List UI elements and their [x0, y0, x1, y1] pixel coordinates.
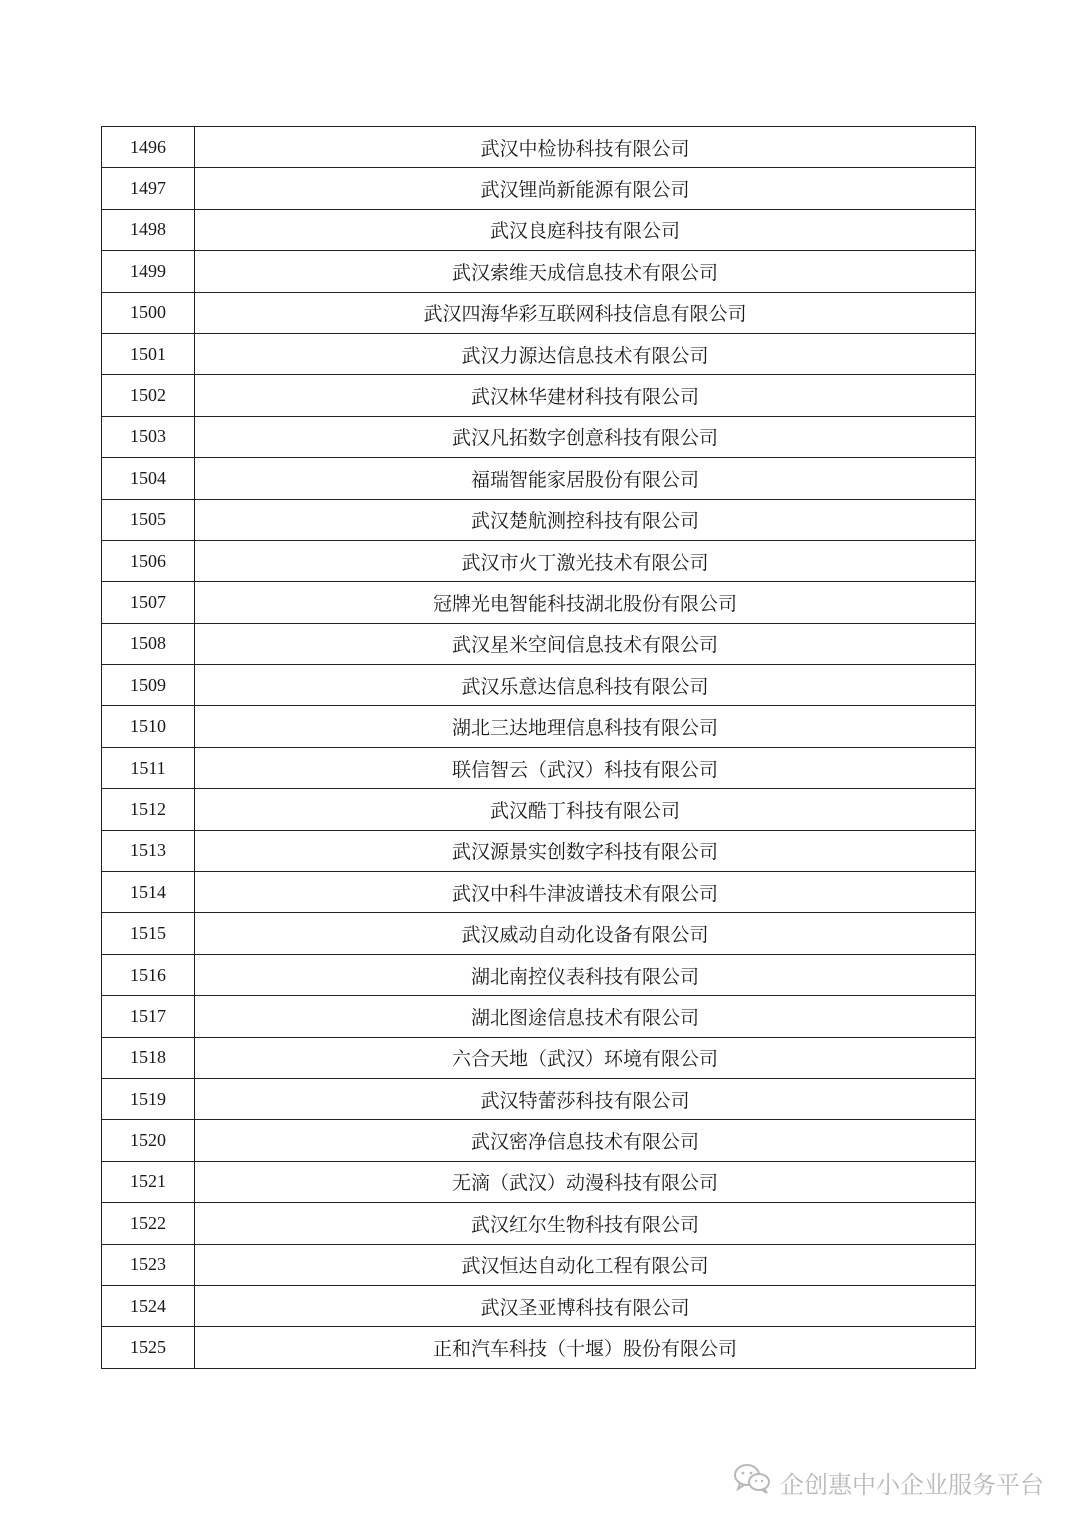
table-row	[102, 789, 976, 830]
row-number: 1498	[102, 209, 195, 250]
table-row	[102, 458, 976, 499]
table-row	[102, 830, 976, 871]
table-row	[102, 292, 976, 333]
table-row	[102, 582, 976, 623]
table-row	[102, 209, 976, 250]
table-row	[102, 251, 976, 292]
table-row	[102, 623, 976, 664]
row-number: 1522	[102, 1203, 195, 1244]
row-number: 1497	[102, 168, 195, 209]
row-number: 1500	[102, 292, 195, 333]
company-name: 湖北图途信息技术有限公司	[195, 996, 976, 1037]
company-name: 武汉密净信息技术有限公司	[195, 1120, 976, 1161]
company-name: 武汉四海华彩互联网科技信息有限公司	[195, 292, 976, 333]
row-number: 1505	[102, 499, 195, 540]
row-number: 1510	[102, 706, 195, 747]
company-name: 无滴（武汉）动漫科技有限公司	[195, 1161, 976, 1202]
table-row	[102, 127, 976, 168]
company-name: 武汉林华建材科技有限公司	[195, 375, 976, 416]
row-number: 1506	[102, 540, 195, 581]
company-name: 联信智云（武汉）科技有限公司	[195, 747, 976, 788]
table-row	[102, 416, 976, 457]
table-row	[102, 1285, 976, 1326]
company-name: 正和汽车科技（十堰）股份有限公司	[195, 1327, 976, 1368]
company-name: 武汉特蕾莎科技有限公司	[195, 1078, 976, 1119]
company-name: 武汉威动自动化设备有限公司	[195, 913, 976, 954]
row-number: 1503	[102, 416, 195, 457]
table-row	[102, 1120, 976, 1161]
watermark-text: 企创惠中小企业服务平台	[780, 1470, 1044, 1499]
row-number: 1517	[102, 996, 195, 1037]
company-name: 武汉索维天成信息技术有限公司	[195, 251, 976, 292]
table-row	[102, 1037, 976, 1078]
row-number: 1520	[102, 1120, 195, 1161]
row-number: 1511	[102, 747, 195, 788]
row-number: 1516	[102, 954, 195, 995]
company-name: 武汉圣亚博科技有限公司	[195, 1285, 976, 1326]
company-name: 武汉乐意达信息科技有限公司	[195, 665, 976, 706]
row-number: 1507	[102, 582, 195, 623]
company-name: 武汉凡拓数字创意科技有限公司	[195, 416, 976, 457]
table-row	[102, 665, 976, 706]
company-name: 武汉中科牛津波谱技术有限公司	[195, 872, 976, 913]
table-row	[102, 1203, 976, 1244]
row-number: 1521	[102, 1161, 195, 1202]
row-number: 1502	[102, 375, 195, 416]
company-name: 六合天地（武汉）环境有限公司	[195, 1037, 976, 1078]
table-row	[102, 913, 976, 954]
table-row	[102, 872, 976, 913]
table-row	[102, 168, 976, 209]
company-name: 武汉酷丁科技有限公司	[195, 789, 976, 830]
company-list-table	[101, 126, 976, 1369]
row-number: 1515	[102, 913, 195, 954]
table-row	[102, 540, 976, 581]
company-name: 武汉楚航测控科技有限公司	[195, 499, 976, 540]
table-row	[102, 333, 976, 374]
table-row	[102, 1327, 976, 1368]
table-row	[102, 499, 976, 540]
company-name: 武汉星米空间信息技术有限公司	[195, 623, 976, 664]
table-row	[102, 375, 976, 416]
table-row	[102, 747, 976, 788]
company-name: 武汉良庭科技有限公司	[195, 209, 976, 250]
row-number: 1496	[102, 127, 195, 168]
company-name: 武汉锂尚新能源有限公司	[195, 168, 976, 209]
row-number: 1525	[102, 1327, 195, 1368]
row-number: 1501	[102, 333, 195, 374]
company-name: 湖北南控仪表科技有限公司	[195, 954, 976, 995]
company-name: 福瑞智能家居股份有限公司	[195, 458, 976, 499]
row-number: 1499	[102, 251, 195, 292]
table-body	[102, 127, 976, 1369]
company-name: 武汉中检协科技有限公司	[195, 127, 976, 168]
row-number: 1504	[102, 458, 195, 499]
row-number: 1518	[102, 1037, 195, 1078]
table-row	[102, 1161, 976, 1202]
table-row	[102, 996, 976, 1037]
row-number: 1514	[102, 872, 195, 913]
row-number: 1524	[102, 1285, 195, 1326]
row-number: 1509	[102, 665, 195, 706]
watermark	[732, 1462, 1044, 1502]
company-name: 武汉恒达自动化工程有限公司	[195, 1244, 976, 1285]
table-row	[102, 1244, 976, 1285]
table-row	[102, 954, 976, 995]
company-name: 湖北三达地理信息科技有限公司	[195, 706, 976, 747]
wechat-icon	[732, 1462, 772, 1502]
row-number: 1512	[102, 789, 195, 830]
row-number: 1513	[102, 830, 195, 871]
row-number: 1519	[102, 1078, 195, 1119]
row-number: 1523	[102, 1244, 195, 1285]
company-name: 武汉红尔生物科技有限公司	[195, 1203, 976, 1244]
company-name: 武汉市火丁激光技术有限公司	[195, 540, 976, 581]
company-name: 武汉源景实创数字科技有限公司	[195, 830, 976, 871]
company-name: 冠牌光电智能科技湖北股份有限公司	[195, 582, 976, 623]
company-name: 武汉力源达信息技术有限公司	[195, 333, 976, 374]
table-row	[102, 706, 976, 747]
table-row	[102, 1078, 976, 1119]
row-number: 1508	[102, 623, 195, 664]
